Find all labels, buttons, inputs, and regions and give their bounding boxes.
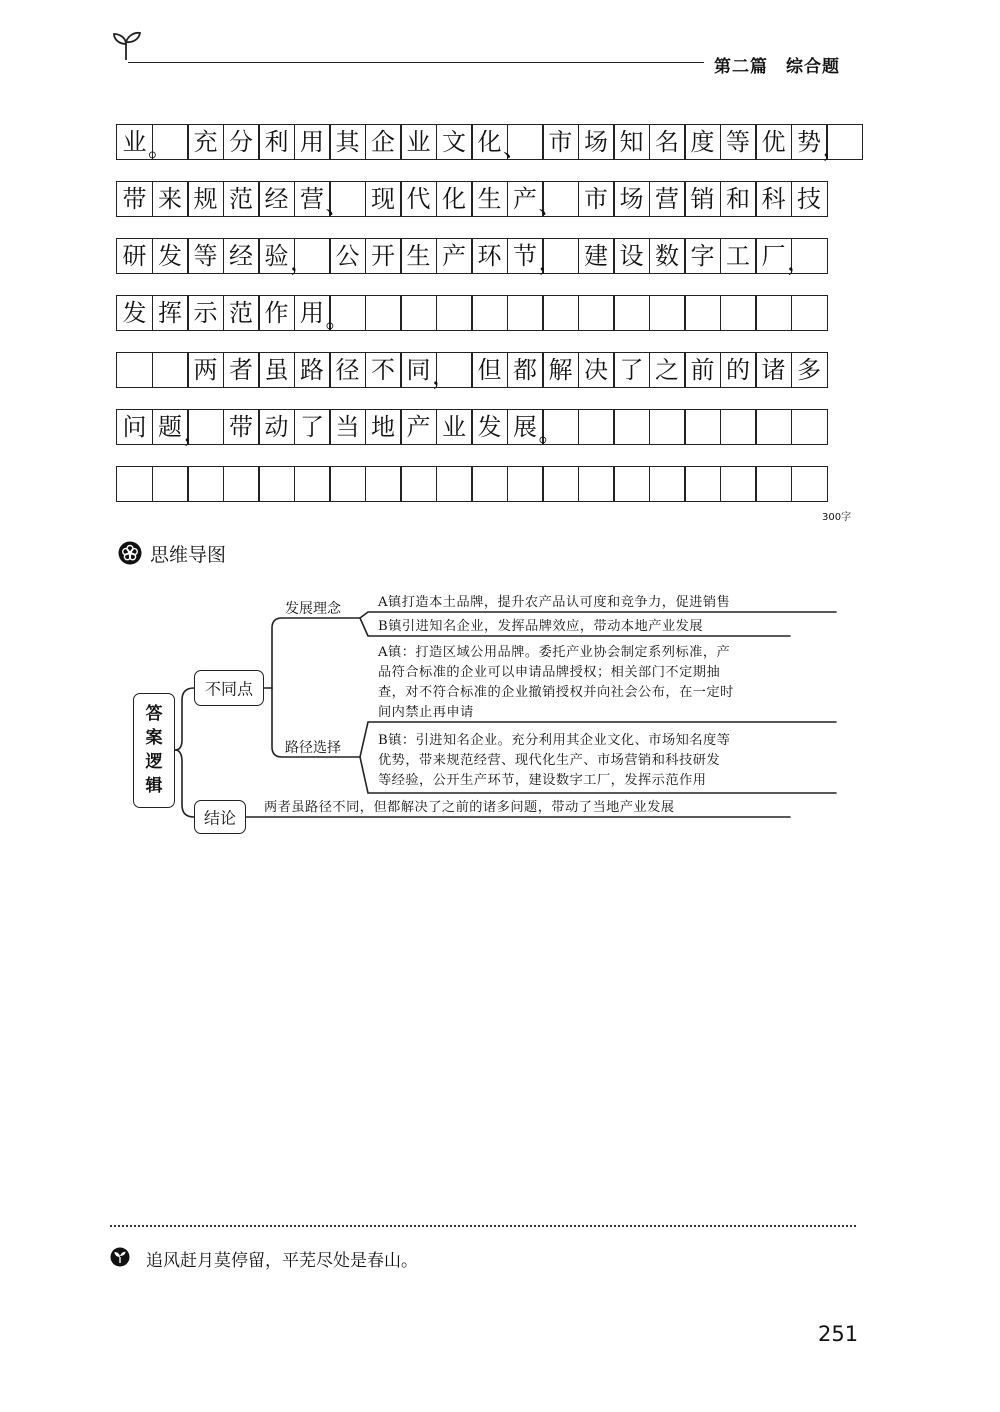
development-b-town: B镇引进知名企业，发挥品牌效应，带动本地产业发展 <box>378 619 704 634</box>
grid-char: 字 <box>690 242 715 270</box>
path-b-town-line: B镇：引进知名企业。充分利用其企业文化、市场知名度等 <box>378 733 731 748</box>
grid-char: ， <box>822 134 847 162</box>
grid-char: 的 <box>726 356 751 384</box>
grid-char: 验 <box>264 242 289 270</box>
grid-char: 范 <box>229 185 254 213</box>
grid-char: 文 <box>442 128 467 156</box>
grid-char: 不 <box>371 356 396 384</box>
grid-char: 业 <box>442 413 467 441</box>
page-number: 251 <box>818 1322 859 1346</box>
development-a-town: A镇打造本土品牌，提升农产品认可度和竞争力，促进销售 <box>378 595 731 610</box>
grid-char: ， <box>787 248 812 276</box>
grid-char: 代 <box>406 185 431 213</box>
grid-char: 等 <box>726 128 751 156</box>
conclusion-node <box>194 800 246 834</box>
grid-char: 产 <box>513 185 538 213</box>
grid-char: 问 <box>122 413 147 441</box>
grid-char: ， <box>290 248 315 276</box>
grid-char: 生 <box>406 242 431 270</box>
root-label <box>134 702 174 798</box>
grid-char: 来 <box>158 185 183 213</box>
grid-char: 业 <box>122 128 147 156</box>
grid-char: 势 <box>797 128 822 156</box>
grid-char: 了 <box>300 413 325 441</box>
grid-char: ， <box>183 419 208 447</box>
sprout-badge-icon <box>110 1247 130 1267</box>
grid-char: 产 <box>442 242 467 270</box>
root-label-char: 案 <box>145 728 163 748</box>
grid-char: 用 <box>300 299 325 327</box>
grid-char: 两 <box>193 356 218 384</box>
path-a-town-line: 间内禁止再申请 <box>378 705 474 720</box>
grid-char: 现 <box>371 185 396 213</box>
grid-char: 优 <box>761 128 786 156</box>
grid-char: 发 <box>158 242 183 270</box>
path-choice-label: 路径选择 <box>285 740 341 756</box>
footer-divider <box>110 1225 856 1227</box>
grid-char: 数 <box>655 242 680 270</box>
grid-char: 产 <box>406 413 431 441</box>
grid-char: 当 <box>335 413 360 441</box>
grid-char: 营 <box>655 185 680 213</box>
conclusion-label: 结论 <box>203 808 236 828</box>
grid-char: 环 <box>477 242 502 270</box>
grid-char: 知 <box>619 128 644 156</box>
grid-char: 但 <box>477 356 502 384</box>
path-a-town <box>378 643 734 723</box>
grid-char: 用 <box>300 128 325 156</box>
grid-char: 生 <box>477 185 502 213</box>
grid-char: 利 <box>264 128 289 156</box>
grid-char: 范 <box>229 299 254 327</box>
grid-char: 题 <box>158 413 183 441</box>
grid-char: 地 <box>371 413 396 441</box>
grid-char: 。 <box>538 419 563 447</box>
grid-char: 路 <box>300 356 325 384</box>
grid-char: 决 <box>584 356 609 384</box>
grid-char: 带 <box>122 185 147 213</box>
grid-char: 销 <box>690 185 715 213</box>
grid-char: 作 <box>264 299 289 327</box>
conclusion-text: 两者虽路径不同，但都解决了之前的诸多问题，带动了当地产业发展 <box>264 800 675 815</box>
grid-char: 度 <box>690 128 715 156</box>
grid-char: 经 <box>264 185 289 213</box>
mind-map-title: 思维导图 <box>150 544 227 566</box>
grid-char: 动 <box>264 413 289 441</box>
grid-char: 市 <box>548 128 573 156</box>
grid-char: 研 <box>122 242 147 270</box>
grid-char: 展 <box>513 413 538 441</box>
grid-char: 、 <box>325 191 350 219</box>
grid-char: 节 <box>513 242 538 270</box>
grid-char: 技 <box>797 185 822 213</box>
grid-char: 工 <box>726 242 751 270</box>
differences-node <box>194 670 264 706</box>
grid-char: 企 <box>371 128 396 156</box>
grid-char: 和 <box>726 185 751 213</box>
path-a-town-line: 品符合标准的企业可以申请品牌授权；相关部门不定期抽 <box>378 665 721 680</box>
grid-char: 场 <box>584 128 609 156</box>
grid-char: 虽 <box>264 356 289 384</box>
grid-char: 其 <box>335 128 360 156</box>
path-b-town-line: 优势，带来规范经营、现代化生产、市场营销和科技研发 <box>378 753 721 768</box>
grid-char: 解 <box>548 356 573 384</box>
grid-char: 化 <box>477 128 502 156</box>
grid-char: 业 <box>406 128 431 156</box>
grid-char: 、 <box>538 191 563 219</box>
grid-char: 等 <box>193 242 218 270</box>
grid-char: 营 <box>300 185 325 213</box>
grid-char: 发 <box>477 413 502 441</box>
grid-char: 厂 <box>761 242 786 270</box>
path-b-town-line: 等经验，公开生产环节，建设数字工厂，发挥示范作用 <box>378 773 707 788</box>
root-label-char: 答 <box>145 704 163 724</box>
grid-char: 径 <box>335 356 360 384</box>
grid-char: 建 <box>584 242 609 270</box>
grid-char: 。 <box>325 305 350 333</box>
grid-char: ， <box>538 248 563 276</box>
development-concept-label: 发展理念 <box>285 601 341 617</box>
grid-char: 带 <box>229 413 254 441</box>
mind-map-root <box>133 693 175 808</box>
grid-char: 场 <box>619 185 644 213</box>
grid-char: 。 <box>148 134 173 162</box>
grid-char: 科 <box>761 185 786 213</box>
grid-char: 分 <box>229 128 254 156</box>
grid-char: 前 <box>690 356 715 384</box>
path-b-town <box>378 731 730 791</box>
grid-char: 化 <box>442 185 467 213</box>
differences-label: 不同点 <box>204 679 253 699</box>
grid-char: 之 <box>655 356 680 384</box>
grid-char: 了 <box>619 356 644 384</box>
grid-char: 规 <box>193 185 218 213</box>
grid-char: 充 <box>193 128 218 156</box>
grid-char: 开 <box>371 242 396 270</box>
grid-char: 示 <box>193 299 218 327</box>
grid-char: 者 <box>229 356 254 384</box>
grid-char: ， <box>432 362 457 390</box>
section-title: 第二篇 综合题 <box>714 57 840 77</box>
footer-quote: 追风赶月莫停留，平芜尽处是春山。 <box>146 1251 418 1271</box>
root-label-char: 辑 <box>145 776 163 796</box>
grid-char: 挥 <box>158 299 183 327</box>
grid-char: 经 <box>229 242 254 270</box>
grid-char: 设 <box>619 242 644 270</box>
word-count-marker: 300字 <box>822 512 852 523</box>
grid-char: 名 <box>655 128 680 156</box>
grid-char: 诸 <box>761 356 786 384</box>
root-label-char: 逻 <box>145 752 163 772</box>
grid-char: 公 <box>335 242 360 270</box>
grid-char: 、 <box>503 134 528 162</box>
grid-char: 都 <box>513 356 538 384</box>
path-a-town-line: A镇：打造区域公用品牌。委托产业协会制定系列标准，产 <box>378 645 731 660</box>
grid-char: 多 <box>797 356 822 384</box>
grid-char: 市 <box>584 185 609 213</box>
path-a-town-line: 查，对不符合标准的企业撤销授权并向社会公布，在一定时 <box>378 685 734 700</box>
grid-char: 发 <box>122 299 147 327</box>
grid-char: 同 <box>406 356 431 384</box>
